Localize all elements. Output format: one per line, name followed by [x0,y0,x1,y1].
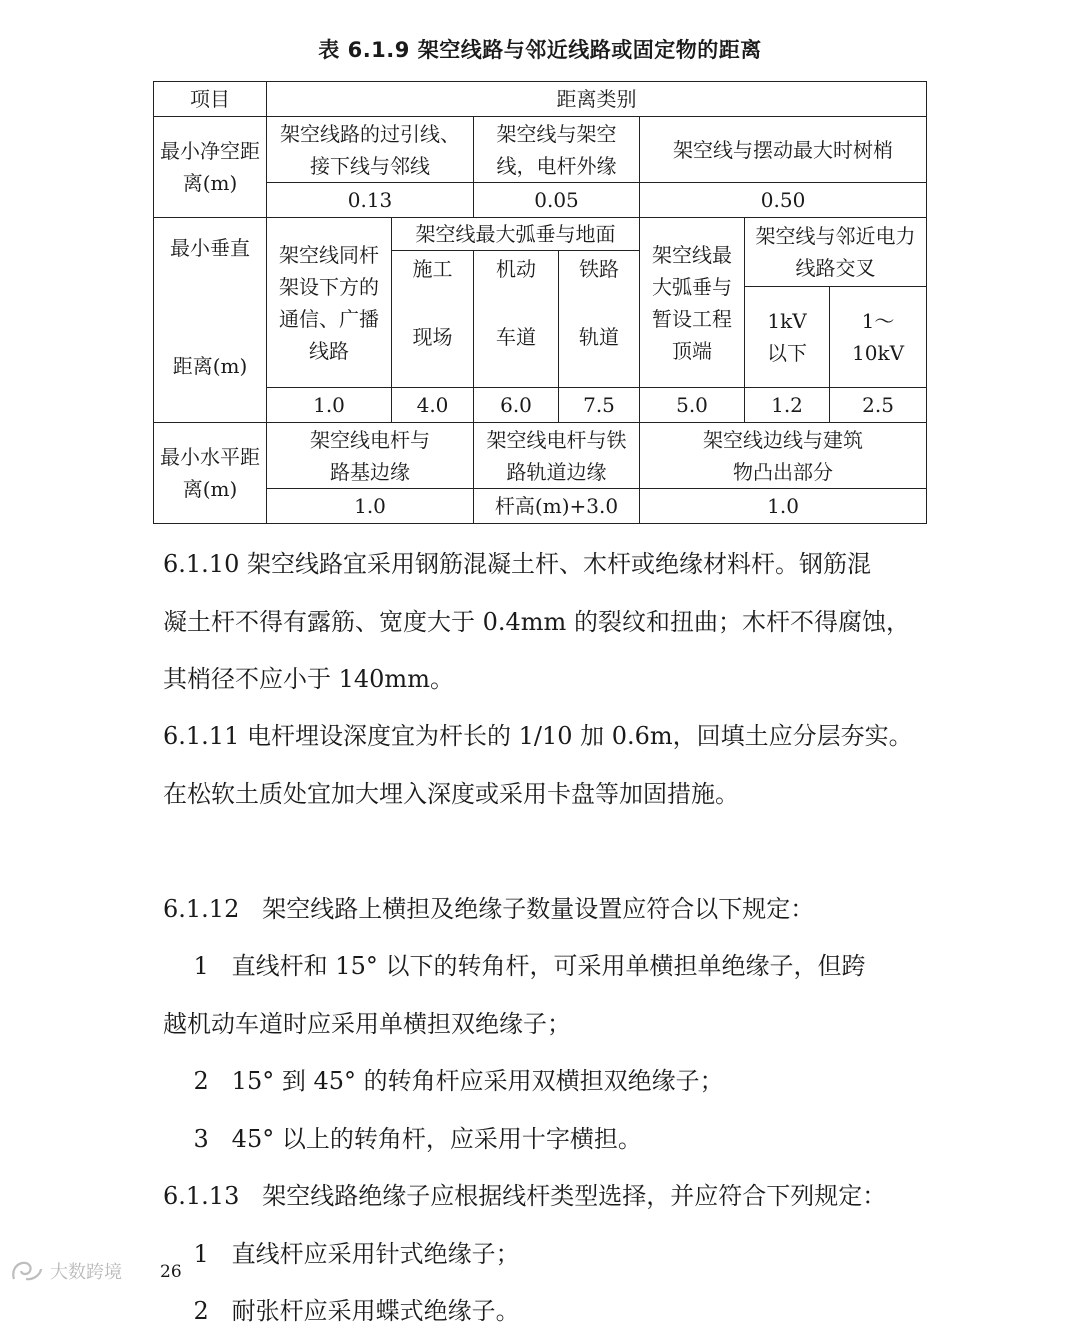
p1011-line-1: 6.1.11 电杆埋设深度宜为杆长的 1/10 加 0.6m，回填土应分层夯实。 [163,722,913,750]
row-label-horizontal: 最小水平距离(m) [154,423,267,524]
vertical-value-motorway: 6.0 [474,388,559,423]
vertical-value-construction: 4.0 [392,388,474,423]
vertical-label-bottom: 距离(m) [172,354,248,378]
p1011-line-2: 在松软土质处宜加大埋入深度或采用卡盘等加固措施。 [163,779,739,808]
vertical-comm-line: 架空线同杆架设下方的通信、广播线路 [267,218,392,388]
p1010-line-1: 6.1.10 架空线路宜采用钢筋混凝土杆、木杆或绝缘材料杆。钢筋混 [163,550,871,578]
paragraph-6-1-10 [163,536,923,709]
vertical-value-below-1kv: 1.2 [745,388,830,423]
vertical-cross-header: 架空线与邻近电力线路交叉 [745,218,927,287]
row-label-vertical [154,218,267,423]
vertical-ground-header: 架空线最大弧垂与地面 [392,218,640,251]
p1012-item-2: 2 15° 到 45° 的转角杆应采用双横担双绝缘子； [163,1067,724,1095]
ground-construction-top: 施工 [412,257,453,281]
header-category: 距离类别 [267,82,927,117]
cross-1-10kv: 1～10kV [830,287,927,388]
watermark-text: 大数跨境 [50,1262,122,1283]
clearance-value-2: 0.05 [474,183,640,218]
distance-table [153,81,927,524]
p1013-heading: 6.1.13 架空线路绝缘子应根据线杆类型选择，并应符合下列规定： [163,1182,887,1210]
ground-railway-bottom: 轨道 [579,325,619,349]
ground-motorway-top: 机动 [496,257,536,281]
p1010-line-2: 凝土杆不得有露筋、宽度大于 0.4mm 的裂纹和扭曲；木杆不得腐蚀， [163,607,910,636]
horizontal-cell-1: 架空线电杆与路基边缘 [267,423,474,489]
horizontal-value-2: 杆高(m)+3.0 [474,489,640,524]
horizontal-value-3: 1.0 [640,489,927,524]
ground-railway [559,251,640,388]
p1012-item-1-line-1: 1 直线杆和 15° 以下的转角杆，可采用单横担单绝缘子，但跨 [163,952,866,980]
cross-below-1kv: 1kV以下 [745,287,830,388]
vertical-temp-structure: 架空线最大弧垂与暂设工程顶端 [640,218,745,388]
ground-construction-bottom: 现场 [412,325,453,349]
clearance-value-1: 0.13 [267,183,474,218]
watermark-logo-icon [10,1259,44,1283]
clearance-cell-2: 架空线与架空线，电杆外缘 [474,117,640,183]
page-number: 26 [160,1262,182,1282]
p1013-item-2: 2 耐张杆应采用蝶式绝缘子。 [163,1297,520,1325]
vertical-value-temp: 5.0 [640,388,745,423]
clearance-cell-1: 架空线路的过引线、接下线与邻线 [267,117,474,183]
p1010-line-3: 其梢径不应小于 140mm。 [163,665,454,693]
p1012-item-3: 3 45° 以上的转角杆，应采用十字横担。 [163,1124,642,1153]
p1012-heading: 6.1.12 架空线路上横担及绝缘子数量设置应符合以下规定： [163,894,815,923]
ground-railway-top: 铁路 [579,257,619,281]
ground-motorway [474,251,559,388]
header-item: 项目 [154,82,267,117]
row-label-clearance: 最小净空距离(m) [154,117,267,218]
watermark [10,1258,122,1284]
ground-construction-site [392,251,474,388]
horizontal-cell-3: 架空线边线与建筑物凸出部分 [640,423,927,489]
vertical-value-railway: 7.5 [559,388,640,423]
horizontal-value-1: 1.0 [267,489,474,524]
p1012-item-1-line-2: 越机动车道时应采用单横担双绝缘子； [163,1009,571,1038]
ground-motorway-bottom: 车道 [496,325,536,349]
paragraph-6-1-12 [163,823,923,1341]
table-title: 表 6.1.9 架空线路与邻近线路或固定物的距离 [318,38,762,62]
horizontal-cell-2: 架空线电杆与铁路轨道边缘 [474,423,640,489]
clearance-cell-3: 架空线与摆动最大时树梢 [640,117,927,183]
vertical-value-comm: 1.0 [267,388,392,423]
vertical-value-1-10kv: 2.5 [830,388,927,423]
p1013-item-1: 1 直线杆应采用针式绝缘子； [163,1239,520,1268]
vertical-label-top: 最小垂直 [170,236,250,260]
paragraph-6-1-11 [163,708,923,823]
clearance-value-3: 0.50 [640,183,927,218]
